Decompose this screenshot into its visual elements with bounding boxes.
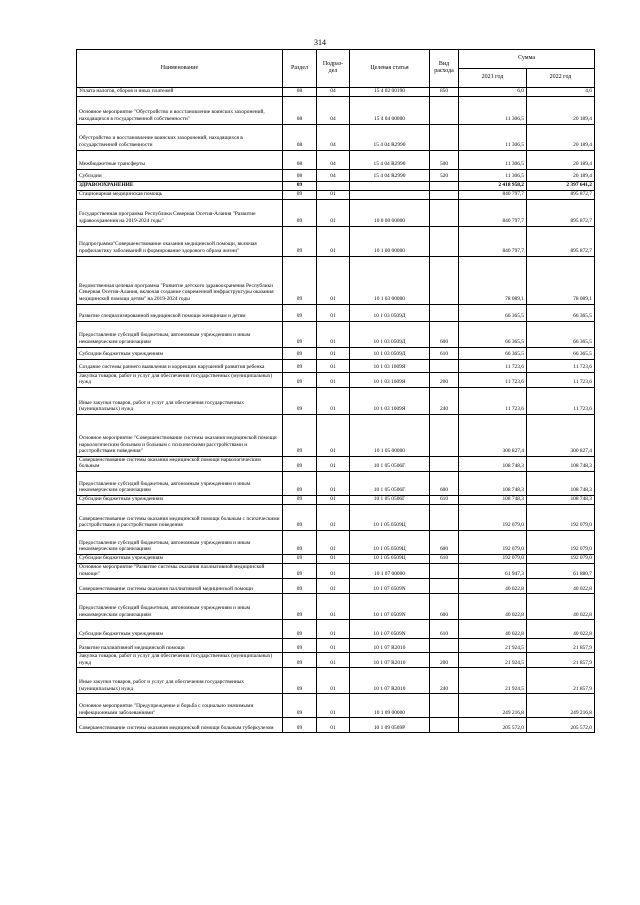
table-cell-name: Субсидии бюджетным учреждениям [77,554,283,563]
table-cell-section: 09 [283,199,317,226]
table-cell-2021: 192 079,0 [459,504,527,530]
table-cell-section: 09 [283,456,317,471]
table-cell-subsection: 01 [317,387,350,414]
table-cell-2022: 192 079,0 [527,554,595,563]
table-cell-name: Основное мероприятие "Развитие системы оказания паллиативной медицинской помощи" [77,563,283,578]
table-cell-expense-type [430,504,459,530]
table-cell-2021: 40 022,8 [459,594,527,620]
table-cell-target-item: 15 4 04 00000 [350,96,430,124]
table-cell-2022: 40 022,8 [527,594,595,620]
table-cell-target-item: 10 1 07 0509N [350,594,430,620]
table-cell-2021: 11 723,6 [459,359,527,372]
table-cell-target-item: 10 1 03 1009Я [350,359,430,372]
table-cell-2021: 300 827,4 [459,414,527,456]
table-cell-subsection: 01 [317,359,350,372]
table-cell-expense-type [430,359,459,372]
table-row [77,190,595,199]
table-cell-expense-type: 500 [430,150,459,169]
table-cell-subsection: 01 [317,471,350,495]
table-cell-subsection: 01 [317,718,350,733]
table-row [77,359,595,372]
table-cell-2021: 2 418 958,2 [459,181,527,190]
table-cell-name: Основное мероприятие "Предупреждение и борьба с социально значимыми инфекционными заболеваниями" [77,694,283,718]
table-cell-expense-type: 600 [430,471,459,495]
table-cell-section: 09 [283,718,317,733]
table-cell-2021: 11 306,5 [459,124,527,150]
table-cell-expense-type [430,199,459,226]
table-cell-2022: 20 189,4 [527,124,595,150]
table-cell-2022: 66 365,5 [527,321,595,347]
table-row [77,530,595,554]
table-cell-2021: 192 079,0 [459,554,527,563]
table-row [77,150,595,169]
header-name: Наименование [77,50,283,88]
table-cell-2021: 11 306,5 [459,96,527,124]
table-cell-target-item: 15 4 04 R2990 [350,169,430,181]
table-cell-expense-type: 610 [430,554,459,563]
table-cell-2021: 11 723,6 [459,387,527,414]
table-cell-subsection: 04 [317,150,350,169]
table-cell-target-item: 10 1 07 R2010 [350,668,430,694]
table-cell-subsection: 01 [317,372,350,387]
table-row [77,199,595,226]
header-section: Раздел [283,50,317,88]
table-cell-section: 09 [283,504,317,530]
table-cell-subsection: 01 [317,190,350,199]
header-sum: Сумма [459,50,595,69]
table-cell-name: Межбюджетные трансферты [77,150,283,169]
table-cell-section: 09 [283,414,317,456]
table-cell-expense-type: 600 [430,594,459,620]
table-body [77,88,595,733]
table-cell-name: Предоставление субсидий бюджетным, автономным учреждениям и иным некоммерческим организациям [77,594,283,620]
table-cell-2022: 895 872,7 [527,190,595,199]
table-cell-2021: 108 748,3 [459,495,527,504]
table-cell-2021: 40 022,8 [459,579,527,594]
table-cell-section: 09 [283,620,317,639]
table-row [77,471,595,495]
table-cell-target-item: 10 1 07 0509N [350,579,430,594]
table-cell-subsection: 01 [317,563,350,578]
table-cell-section: 09 [283,668,317,694]
table-cell-target-item: 10 1 07 00000 [350,563,430,578]
table-cell-subsection: 01 [317,495,350,504]
table-cell-target-item: 15 4 04 R2990 [350,150,430,169]
table-cell-section: 09 [283,304,317,321]
table-row [77,387,595,414]
table-row [77,653,595,668]
table-cell-name: Предоставление субсидий бюджетным, автономным учреждениям и иным некоммерческим организациям [77,471,283,495]
table-cell-2022: 2 397 641,2 [527,181,595,190]
table-row [77,594,595,620]
table-row [77,304,595,321]
table-cell-2022: 66 365,5 [527,347,595,359]
table-cell-2021: 66 365,5 [459,304,527,321]
table-cell-2022: 21 857,9 [527,639,595,653]
table-cell-name: Иные закупки товаров, работ и услуг для обеспечения государственных (муниципальных) нужд [77,668,283,694]
table-cell-2022: 4,6 [527,88,595,97]
table-cell-section: 09 [283,387,317,414]
table-cell-target-item: 10 1 03 00000 [350,256,430,304]
table-cell-subsection: 01 [317,414,350,456]
table-cell-name: Закупка товаров, работ и услуг для обеспечения государственных (муниципальных) нужд [77,372,283,387]
table-cell-2022: 249 216,8 [527,694,595,718]
table-cell-2022: 108 748,3 [527,495,595,504]
table-cell-2021: 40 022,8 [459,620,527,639]
table-cell-section: 09 [283,181,317,190]
table-cell-2021: 78 089,1 [459,256,527,304]
table-cell-target-item: 10 1 07 R2010 [350,639,430,653]
table-cell-section: 09 [283,530,317,554]
table-cell-name: Предоставление субсидий бюджетным, автономным учреждениям и иным некоммерческим организациям [77,321,283,347]
header-year-2021: 2021 год [459,69,527,88]
table-cell-section: 09 [283,190,317,199]
table-row [77,96,595,124]
table-cell-section: 08 [283,96,317,124]
table-cell-2022: 20 189,4 [527,169,595,181]
table-cell-name: Основное мероприятие "Совершенствование системы оказания медицинской помощи наркологическим больным и больным с психическими расстройствами и расстройствами поведения" [77,414,283,456]
table-cell-expense-type [430,124,459,150]
table-cell-2022: 108 748,3 [527,456,595,471]
table-cell-expense-type: 240 [430,387,459,414]
table-cell-target-item: 15 4 02 00190 [350,88,430,97]
table-cell-2022: 21 857,9 [527,668,595,694]
table-cell-subsection: 04 [317,124,350,150]
table-cell-target-item: 10 1 07 0509N [350,620,430,639]
table-cell-subsection: 01 [317,456,350,471]
table-cell-target-item: 10 0 00 00000 [350,199,430,226]
table-row [77,639,595,653]
table-cell-subsection: 04 [317,96,350,124]
table-cell-subsection: 01 [317,530,350,554]
table-cell-subsection: 04 [317,88,350,97]
table-cell-section: 09 [283,694,317,718]
table-cell-2022: 11 723,6 [527,372,595,387]
table-cell-expense-type [430,694,459,718]
table-row [77,256,595,304]
table-cell-target-item: 10 1 03 1009Я [350,372,430,387]
table-cell-name: Создание системы раннего выявления и коррекции нарушений развития ребенка [77,359,283,372]
table-cell-section: 08 [283,169,317,181]
table-cell-expense-type [430,563,459,578]
table-row [77,504,595,530]
table-cell-2022: 205 572,0 [527,718,595,733]
table-cell-subsection: 01 [317,226,350,256]
header-expense-type: Вид расхода [430,50,459,88]
table-cell-expense-type: 240 [430,668,459,694]
table-cell-subsection: 01 [317,639,350,653]
table-cell-target-item: 10 1 03 0509Д [350,347,430,359]
table-cell-name: Закупка товаров, работ и услуг для обеспечения государственных (муниципальных) нужд [77,653,283,668]
table-cell-2021: 11 306,5 [459,169,527,181]
budget-table [76,49,595,733]
table-cell-2022: 40 022,8 [527,579,595,594]
table-row [77,554,595,563]
table-cell-expense-type [430,256,459,304]
table-cell-2021: 21 924,5 [459,653,527,668]
table-cell-section: 09 [283,563,317,578]
table-cell-target-item: 10 1 05 0506Г [350,456,430,471]
table-row [77,169,595,181]
table-cell-2022: 895 872,7 [527,199,595,226]
table-cell-subsection [317,181,350,190]
table-row [77,456,595,471]
table-cell-section: 08 [283,150,317,169]
table-cell-expense-type [430,639,459,653]
table-row [77,495,595,504]
table-row [77,668,595,694]
table-cell-name: Совершенствование системы оказания медицинской помощи наркологическим больным [77,456,283,471]
table-cell-2022: 61 880,7 [527,563,595,578]
table-cell-subsection: 01 [317,620,350,639]
table-cell-name: Субсидии бюджетным учреждениям [77,495,283,504]
table-cell-expense-type: 200 [430,372,459,387]
table-cell-section: 09 [283,372,317,387]
table-cell-2022: 20 189,4 [527,150,595,169]
table-cell-expense-type [430,304,459,321]
header-year-2022: 2022 год [527,69,595,88]
table-cell-expense-type: 610 [430,620,459,639]
table-cell-target-item: 10 1 05 0506Г [350,471,430,495]
table-cell-section: 08 [283,88,317,97]
table-cell-expense-type [430,181,459,190]
table-cell-target-item: 10 1 05 0506Г [350,495,430,504]
table-cell-expense-type: 600 [430,530,459,554]
table-row [77,563,595,578]
table-cell-section: 09 [283,594,317,620]
table-cell-2021: 205 572,0 [459,718,527,733]
table-cell-name: Ведомственная целевая программа "Развитие детского здравоохранения Республики Северная Осетия-Алания, включая создание современной инфраструктуры оказания медицинской помощи детям" на 2019-2024 годы [77,256,283,304]
table-cell-subsection: 01 [317,694,350,718]
table-cell-section: 09 [283,495,317,504]
table-cell-target-item [350,181,430,190]
table-cell-name: Предоставление субсидий бюджетным, автономным учреждениям и иным некоммерческим организациям [77,530,283,554]
table-cell-expense-type [430,579,459,594]
table-cell-expense-type: 850 [430,88,459,97]
table-cell-name: Субсидии бюджетным учреждениям [77,620,283,639]
table-cell-subsection: 04 [317,169,350,181]
table-cell-name: Стационарная медицинская помощь [77,190,283,199]
table-cell-2022: 108 748,3 [527,471,595,495]
table-cell-section: 09 [283,359,317,372]
table-row [77,181,595,190]
table-cell-2021: 11 306,5 [459,150,527,169]
table-row [77,579,595,594]
page-number: 314 [314,38,326,47]
header-subsection: Подраз- дел [317,50,350,88]
table-cell-subsection: 01 [317,304,350,321]
table-cell-section: 09 [283,653,317,668]
table-cell-target-item: 10 1 05 0509Ц [350,554,430,563]
table-cell-subsection: 01 [317,668,350,694]
table-cell-name: Совершенствование системы оказания медицинской помощи больным с психическими расстройствами и расстройствами поведения [77,504,283,530]
table-row [77,88,595,97]
table-cell-subsection: 01 [317,504,350,530]
table-cell-target-item: 10 1 03 0509Д [350,321,430,347]
table-cell-2021: 840 797,7 [459,190,527,199]
table-cell-target-item: 10 1 05 00000 [350,414,430,456]
table-row [77,620,595,639]
table-cell-2021: 108 748,3 [459,456,527,471]
table-cell-2022: 300 827,4 [527,414,595,456]
table-cell-name: ЗДРАВООХРАНЕНИЕ [77,181,283,190]
table-cell-expense-type [430,96,459,124]
table-cell-2022: 20 189,4 [527,96,595,124]
table-cell-name: Иные закупки товаров, работ и услуг для обеспечения государственных (муниципальных) нужд [77,387,283,414]
table-row [77,718,595,733]
table-cell-2021: 840 797,7 [459,226,527,256]
table-cell-target-item: 10 1 05 0509Ц [350,530,430,554]
table-row [77,321,595,347]
table-cell-2022: 192 079,0 [527,530,595,554]
table-cell-name: Развитие специализированной медицинской помощи женщинам и детям [77,304,283,321]
table-cell-name: Субсидии бюджетным учреждениям [77,347,283,359]
table-cell-expense-type: 520 [430,169,459,181]
table-cell-expense-type: 600 [430,321,459,347]
table-cell-2021: 21 924,5 [459,639,527,653]
table-cell-name: Субсидии [77,169,283,181]
table-cell-name: Подпрограмма"Совершенствование оказания медицинской помощи, включая профилактику заболеваний и формирование здорового образа жизни" [77,226,283,256]
table-cell-section: 09 [283,321,317,347]
table-cell-expense-type [430,414,459,456]
table-cell-section: 09 [283,256,317,304]
table-cell-2021: 66 365,5 [459,321,527,347]
header-target-item: Целевая статья [350,50,430,88]
table-cell-section: 09 [283,226,317,256]
table-cell-2021: 249 216,8 [459,694,527,718]
table-cell-2021: 108 748,3 [459,471,527,495]
table-cell-2022: 192 079,0 [527,504,595,530]
table-cell-2022: 66 365,5 [527,304,595,321]
table-cell-name: Государственная программа Республики Северная Осетия-Алания "Развитие здравоохранения на 2019-2024 годы" [77,199,283,226]
table-row [77,226,595,256]
table-cell-expense-type [430,456,459,471]
table-row [77,372,595,387]
table-cell-2022: 895 872,7 [527,226,595,256]
table-cell-subsection: 01 [317,579,350,594]
table-cell-2021: 61 947,3 [459,563,527,578]
table-cell-name: Основное мероприятие "Обустройство и восстановление воинских захоронений, находящихся в государственной собственности" [77,96,283,124]
table-cell-subsection: 01 [317,347,350,359]
table-cell-name: Совершенствование системы оказания паллиативной медицинской помощи [77,579,283,594]
table-row [77,124,595,150]
table-cell-target-item: 10 1 03 0509Д [350,304,430,321]
table-cell-section: 09 [283,471,317,495]
table-cell-subsection: 01 [317,199,350,226]
table-cell-2022: 40 022,8 [527,620,595,639]
table-cell-target-item: 10 1 00 00000 [350,226,430,256]
table-cell-section: 09 [283,554,317,563]
table-cell-section: 09 [283,579,317,594]
table-row [77,347,595,359]
table-row [77,414,595,456]
table-cell-section: 09 [283,347,317,359]
table-cell-target-item: 10 1 03 1009Я [350,387,430,414]
table-cell-expense-type: 200 [430,653,459,668]
table-cell-name: Развитие паллиативной медицинской помощи [77,639,283,653]
table-cell-2022: 21 857,9 [527,653,595,668]
table-cell-expense-type [430,718,459,733]
table-cell-target-item: 10 1 05 0509Ц [350,504,430,530]
table-cell-subsection: 01 [317,554,350,563]
table-cell-name: Совершенствование системы оказания медицинской помощи больным туберкулезом [77,718,283,733]
table-cell-expense-type [430,226,459,256]
table-cell-expense-type: 610 [430,495,459,504]
table-cell-target-item: 10 1 09 0509Р [350,718,430,733]
table-cell-section: 09 [283,639,317,653]
table-cell-target-item: 10 1 07 R2010 [350,653,430,668]
table-cell-2021: 192 079,0 [459,530,527,554]
table-cell-2022: 11 723,6 [527,387,595,414]
table-cell-name: Обустройство и восстановление воинских захоронений, находящихся в государственной собственности [77,124,283,150]
table-cell-subsection: 01 [317,653,350,668]
table-cell-target-item: 15 4 04 R2990 [350,124,430,150]
table-cell-expense-type [430,190,459,199]
table-cell-2022: 11 723,6 [527,359,595,372]
table-cell-target-item [350,190,430,199]
table-cell-name: Уплата налогов, сборов и иных платежей [77,88,283,97]
table-cell-2021: 11 723,6 [459,372,527,387]
table-cell-section: 08 [283,124,317,150]
table-cell-expense-type: 610 [430,347,459,359]
table-cell-2021: 840 797,7 [459,199,527,226]
table-cell-target-item: 10 1 09 00000 [350,694,430,718]
table-row [77,694,595,718]
table-cell-2021: 66 365,5 [459,347,527,359]
table-cell-subsection: 01 [317,256,350,304]
table-cell-2022: 78 089,1 [527,256,595,304]
table-cell-subsection: 01 [317,594,350,620]
table-cell-subsection: 01 [317,321,350,347]
table-cell-2021: 6,0 [459,88,527,97]
table-cell-2021: 21 924,5 [459,668,527,694]
